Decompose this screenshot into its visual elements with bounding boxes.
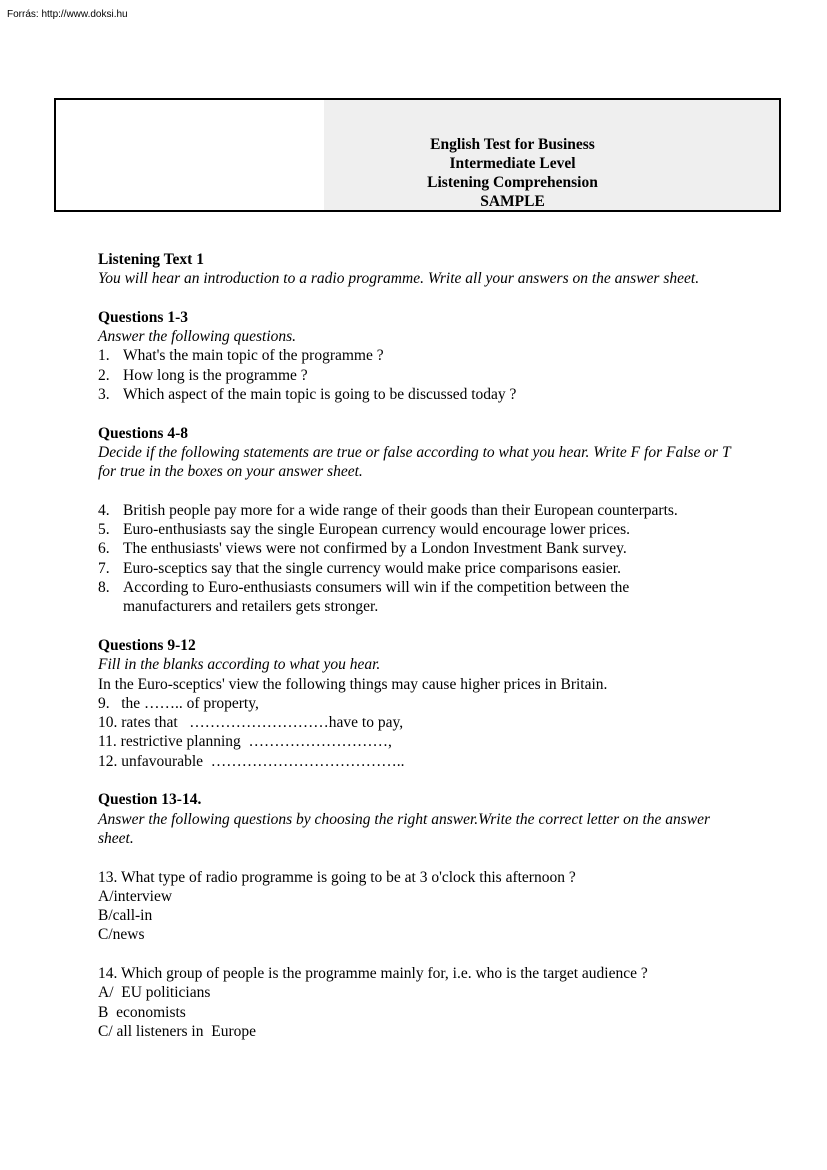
questions-9-12-instruction: Fill in the blanks according to what you hear. xyxy=(98,656,381,674)
question-13-option: B/call-in xyxy=(98,907,153,925)
list-item: 2. How long is the programme ? xyxy=(98,366,308,384)
fill-blank-line: 11. restrictive planning ………………………, xyxy=(98,733,392,751)
list-item: 6. The enthusiasts' views were not confirmed by a London Investment Bank survey. xyxy=(98,540,627,558)
questions-4-8-instruction: Decide if the following statements are true or false according to what you hear. Write F for False or T for true in the boxes on your answer sheet. xyxy=(98,443,731,481)
questions-13-14-instruction: Answer the following questions by choosing the right answer.Write the correct letter on the answer sheet. xyxy=(98,810,711,847)
questions-9-12-heading: Questions 9-12 xyxy=(98,636,196,654)
listening-text-instruction: You will hear an introduction to a radio programme. Write all your answers on the answer sheet. xyxy=(98,270,700,288)
list-item: 4. British people pay more for a wide range of their goods than their European counterparts. xyxy=(98,501,678,519)
question-14-text: 14. Which group of people is the programme mainly for, i.e. who is the target audience ? xyxy=(98,964,648,982)
question-13-text: 13. What type of radio programme is going to be at 3 o'clock this afternoon ? xyxy=(98,868,576,886)
question-14-option: B economists xyxy=(98,1003,186,1021)
title-line-1: English Test for Business xyxy=(430,136,595,153)
questions-1-3-instruction: Answer the following questions. xyxy=(98,328,297,346)
title-line-4: SAMPLE xyxy=(480,193,545,210)
title-line-2: Intermediate Level xyxy=(449,155,576,172)
question-14-option: A/ EU politicians xyxy=(98,984,211,1002)
questions-4-8-heading: Questions 4-8 xyxy=(98,424,188,442)
document-body xyxy=(98,250,738,1041)
title-line-3: Listening Comprehension xyxy=(427,174,598,191)
list-item: 1. What's the main topic of the programme ? xyxy=(98,347,384,365)
list-item: 3. Which aspect of the main topic is going to be discussed today ? xyxy=(98,386,517,404)
list-item: 7. Euro-sceptics say that the single currency would make price comparisons easier. xyxy=(98,559,621,577)
fill-blank-line: 12. unfavourable ……………………………….. xyxy=(98,752,405,770)
header-box xyxy=(54,98,781,212)
test-title xyxy=(56,135,779,211)
fill-blank-line: 10. rates that ………………………have to pay, xyxy=(98,714,404,732)
question-13-option: C/news xyxy=(98,926,145,944)
fill-blank-line: 9. the …….. of property, xyxy=(98,694,259,712)
questions-1-3-heading: Questions 1-3 xyxy=(98,308,188,326)
questions-9-12-intro: In the Euro-sceptics' view the following things may cause higher prices in Britain. xyxy=(98,675,608,693)
source-label: Forrás: http://www.doksi.hu xyxy=(7,9,128,20)
question-14-option: C/ all listeners in Europe xyxy=(98,1022,256,1040)
question-13-option: A/interview xyxy=(98,887,173,905)
questions-13-14-heading: Question 13-14. xyxy=(98,791,202,809)
list-item: 8. According to Euro-enthusiasts consumers will win if the competition between the manufacturers and retailers gets stronger. xyxy=(98,579,630,616)
listening-text-heading: Listening Text 1 xyxy=(98,251,204,268)
list-item: 5. Euro-enthusiasts say the single European currency would encourage lower prices. xyxy=(98,521,631,539)
